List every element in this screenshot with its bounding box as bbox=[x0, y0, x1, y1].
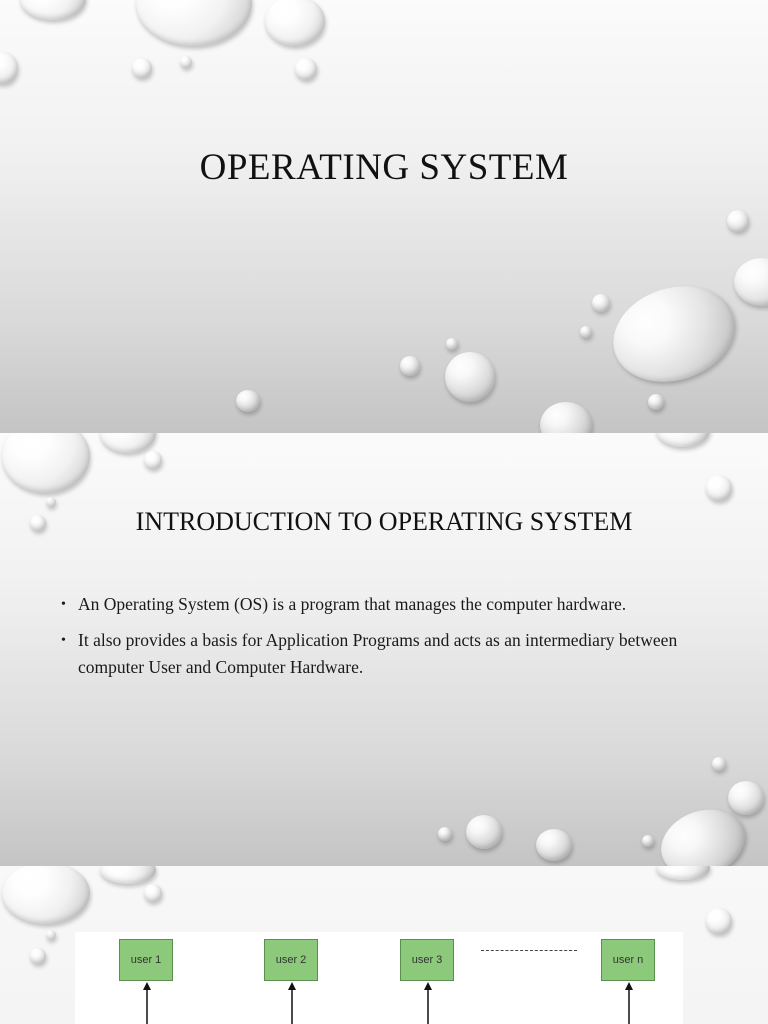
water-drop-decoration bbox=[648, 394, 664, 410]
water-drop-decoration bbox=[100, 433, 156, 453]
bullet-item bbox=[58, 591, 708, 618]
water-drop-decoration bbox=[466, 815, 502, 849]
water-drop-decoration bbox=[136, 0, 252, 46]
water-drop-decoration bbox=[46, 497, 56, 507]
bullet-list bbox=[58, 591, 708, 690]
water-drop-decoration bbox=[734, 258, 768, 306]
water-drop-decoration bbox=[438, 827, 452, 841]
water-drop-decoration bbox=[400, 356, 420, 376]
water-drop-decoration bbox=[265, 0, 325, 46]
up-arrow-icon bbox=[624, 982, 634, 1024]
water-drop-decoration bbox=[180, 56, 192, 68]
water-drop-decoration bbox=[656, 866, 710, 880]
water-drop-decoration bbox=[2, 433, 90, 493]
user-box: user 1 bbox=[119, 939, 173, 981]
water-drop-decoration bbox=[580, 326, 592, 338]
water-drop-decoration bbox=[601, 271, 747, 397]
water-drop-decoration bbox=[536, 829, 572, 861]
up-arrow-icon bbox=[142, 982, 152, 1024]
bullet-icon: • bbox=[61, 633, 66, 648]
title-slide[interactable] bbox=[0, 0, 768, 433]
user-box: user n bbox=[601, 939, 655, 981]
up-arrow-icon bbox=[287, 982, 297, 1024]
water-drop-decoration bbox=[727, 210, 749, 232]
up-arrow-icon bbox=[423, 982, 433, 1024]
bullet-text: It also provides a basis for Application Programs and acts as an intermediary between computer User and Computer Hardware. bbox=[78, 630, 678, 677]
water-drop-decoration bbox=[712, 757, 726, 771]
water-drop-decoration bbox=[656, 433, 710, 447]
water-drop-decoration bbox=[144, 451, 162, 469]
intro-slide[interactable] bbox=[0, 433, 768, 866]
user-box: user 2 bbox=[264, 939, 318, 981]
water-drop-decoration bbox=[100, 866, 156, 884]
water-drop-decoration bbox=[706, 475, 732, 501]
users-diagram bbox=[75, 932, 683, 1024]
diagram-slide[interactable] bbox=[0, 866, 768, 1024]
water-drop-decoration bbox=[0, 52, 18, 84]
water-drop-decoration bbox=[20, 0, 86, 20]
bullet-icon: • bbox=[61, 597, 66, 612]
slide-title: INTRODUCTION TO OPERATING SYSTEM bbox=[135, 507, 633, 536]
water-drop-decoration bbox=[446, 338, 458, 350]
water-drop-decoration bbox=[30, 948, 46, 964]
water-drop-decoration bbox=[445, 352, 495, 402]
water-drop-decoration bbox=[642, 835, 654, 847]
water-drop-decoration bbox=[706, 908, 732, 934]
water-drop-decoration bbox=[592, 294, 610, 312]
water-drop-decoration bbox=[236, 390, 260, 412]
water-drop-decoration bbox=[728, 781, 764, 815]
water-drop-decoration bbox=[144, 884, 162, 902]
bullet-text: An Operating System (OS) is a program that manages the computer hardware. bbox=[78, 594, 627, 614]
ellipsis-connector bbox=[481, 950, 577, 951]
water-drop-decoration bbox=[2, 866, 90, 924]
water-drop-decoration bbox=[46, 930, 56, 940]
water-drop-decoration bbox=[295, 58, 317, 80]
water-drop-decoration bbox=[540, 402, 592, 433]
water-drop-decoration bbox=[132, 58, 152, 78]
slide-title: OPERATING SYSTEM bbox=[199, 147, 569, 188]
user-box: user 3 bbox=[400, 939, 454, 981]
bullet-item bbox=[58, 627, 708, 681]
